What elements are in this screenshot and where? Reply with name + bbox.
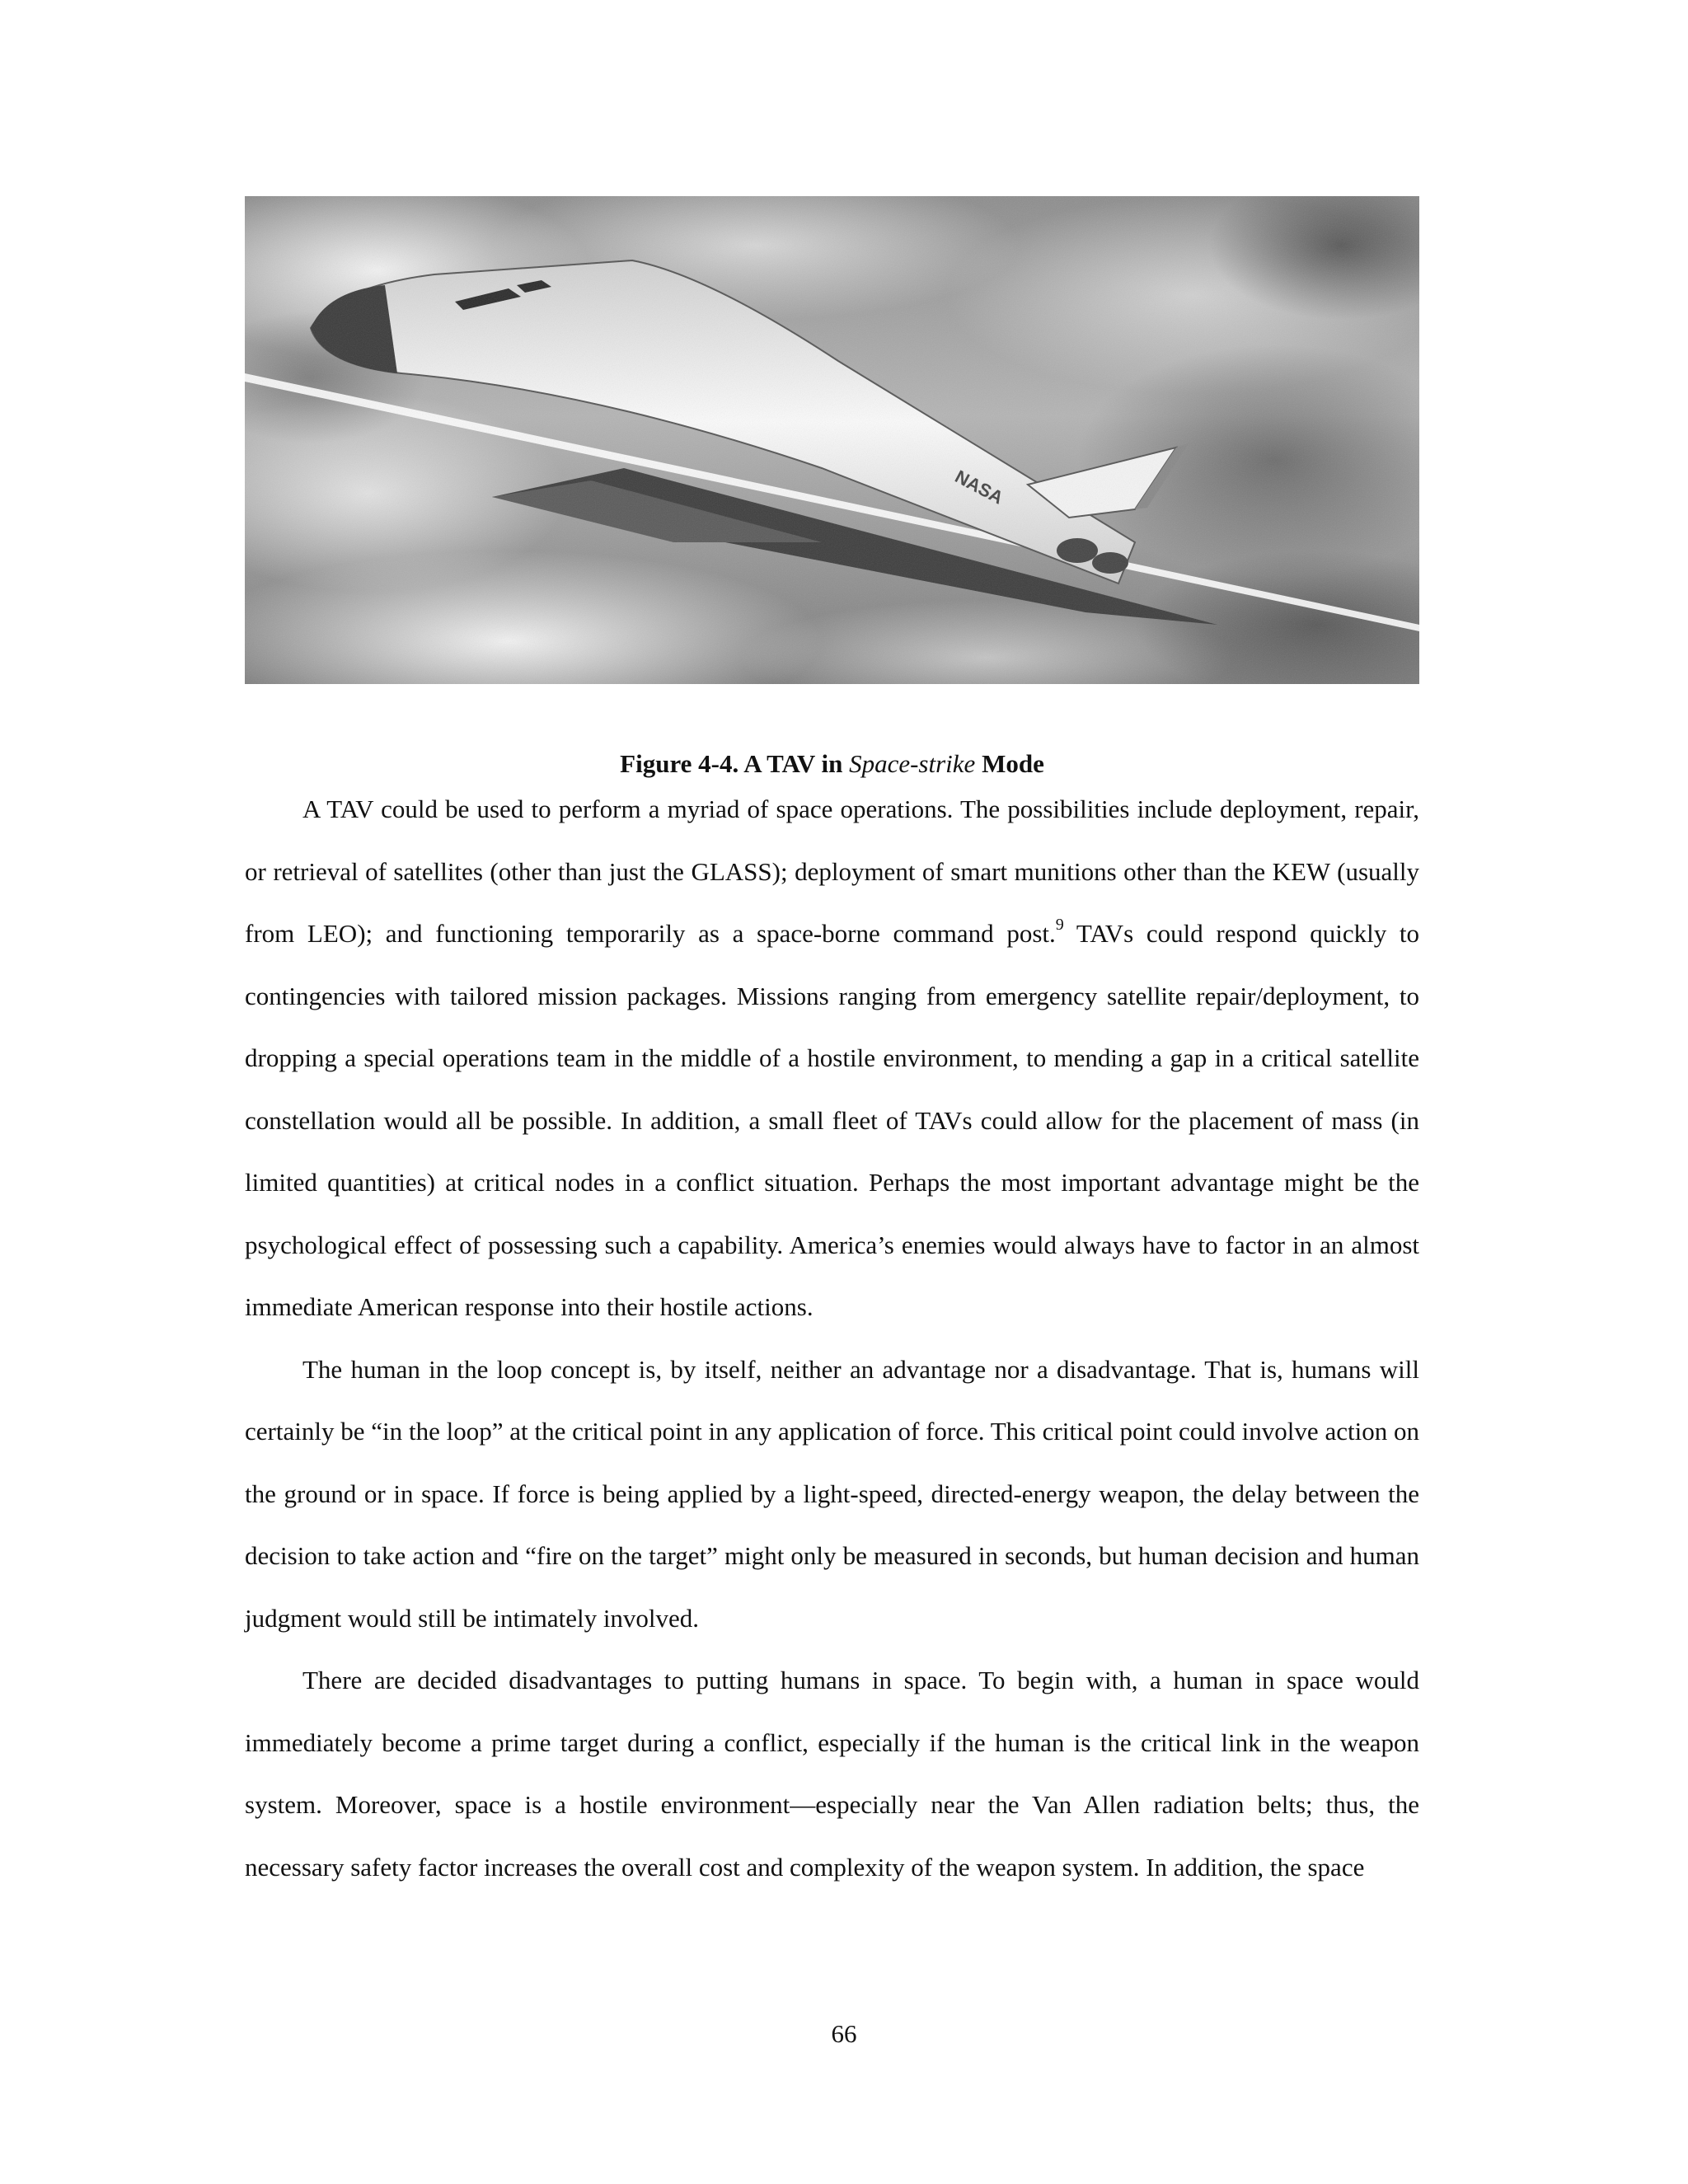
paragraph-1 (245, 778, 1419, 1338)
caption-label: Figure 4-4. A TAV in (620, 749, 850, 778)
page-number: 66 (831, 2019, 857, 2048)
body-text (245, 778, 1419, 1898)
caption-suffix: Mode (975, 749, 1044, 778)
figure-caption (245, 748, 1419, 780)
tav-figure-image (245, 196, 1419, 684)
paragraph-3: There are decided disadvantages to putting humans in space. To begin with, a human in space would immediately become a prime target during a conflict, especially if the human is the critical link in the weapon system. Moreover, space is a hostile environment—especially near the Van Allen radiation belts; thus, the necessary safety factor increases the overall cost and complexity of the weapon system. In addition, the space (245, 1666, 1419, 1882)
footnote-ref: 9 (1055, 915, 1064, 934)
tav-illustration (245, 196, 1419, 684)
paragraph-1-continued: TAVs could respond quickly to contingencies with tailored mission packages. Missions ranging from emergency satellite repair/deployment, to dropping a special operations team in the middle of a hostile environment, to mending a gap in a critical satellite constellation would all be possible. In addition, a small fleet of TAVs could allow for the placement of mass (in limited quantities) at critical nodes in a conflict situation. Perhaps the most important advantage might be the psychological effect of possessing such a capability. America’s enemies would always have to factor in an almost immediate American response into their hostile actions. (245, 919, 1419, 1321)
paragraph-2: The human in the loop concept is, by itself, neither an advantage nor a disadvantage. That is, humans will certainly be “in the loop” at the critical point in any application of force. This critical point could involve action on the ground or in space. If force is being applied by a light-speed, directed-energy weapon, the delay between the decision to take action and “fire on the target” might only be measured in seconds, but human decision and human judgment would still be intimately involved. (245, 1354, 1419, 1633)
caption-italic: Space-strike (849, 749, 976, 778)
paragraph-1-text: A TAV could be used to perform a myriad of space operations. The possibilities include deployment, repair, or retrieval of satellites (other than just the GLASS); deployment of smart munitions other than the KEW (usually from LEO); and functioning temporarily as a space-borne command post. (245, 794, 1419, 948)
